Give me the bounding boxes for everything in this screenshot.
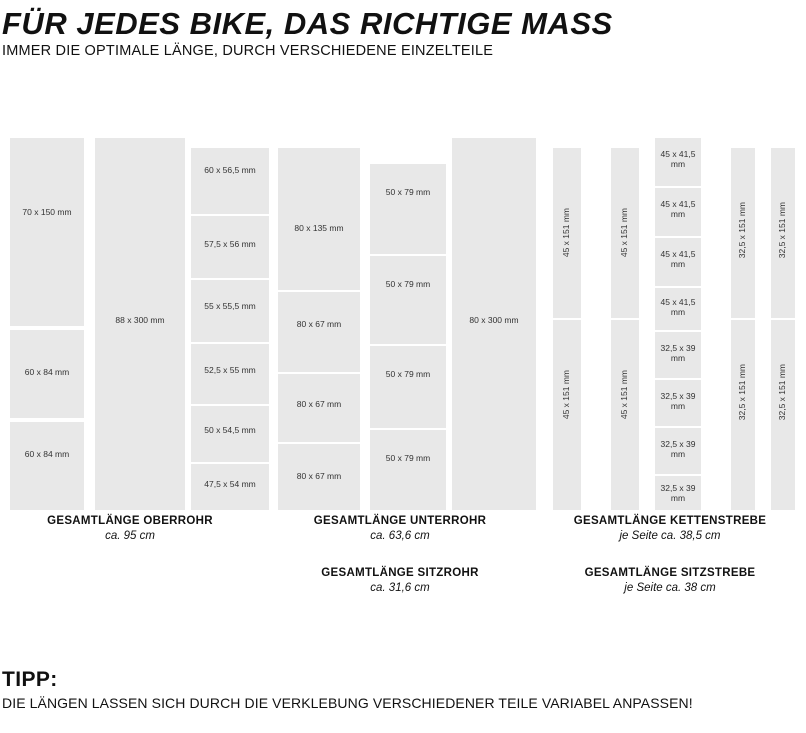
frame-piece [553,148,581,318]
caption-title: GESAMTLÄNGE SITZSTREBE [584,567,756,579]
frame-piece [655,188,701,236]
frame-piece-dimension-label: 32,5 x 39 mm [660,483,696,503]
frame-piece [771,320,795,510]
frame-piece-dimension-label: 50 x 54,5 mm [204,425,256,435]
caption [560,515,780,542]
frame-piece [10,422,84,510]
frame-piece [452,138,536,510]
page-subtitle: IMMER DIE OPTIMALE LÄNGE, DURCH VERSCHIEDENE EINZELTEILE [2,42,494,59]
frame-piece-dimension-label: 60 x 56,5 mm [204,165,256,175]
frame-piece [655,238,701,286]
frame-piece-dimension-label: 50 x 79 mm [385,453,431,463]
frame-piece [655,428,701,474]
frame-piece-dimension-label: 50 x 79 mm [385,279,431,289]
caption-subtitle: ca. 95 cm [105,530,155,542]
frame-piece-dimension-label: 80 x 300 mm [469,315,519,325]
frame-piece-dimension-label: 45 x 151 mm [561,208,571,258]
caption [290,567,510,594]
caption [290,515,510,542]
frame-piece [191,464,269,510]
frame-piece-dimension-label: 88 x 300 mm [115,315,165,325]
frame-piece-dimension-label: 57,5 x 56 mm [204,239,256,249]
caption-subtitle: ca. 63,6 cm [370,530,430,542]
frame-piece [731,148,755,318]
frame-piece-dimension-label: 60 x 84 mm [24,449,70,459]
frame-piece-dimension-label: 32,5 x 151 mm [777,364,787,421]
frame-piece-dimension-label: 45 x 41,5 mm [660,249,696,269]
frame-piece [655,288,701,330]
page-title: FÜR JEDES BIKE, DAS RICHTIGE MASS [2,6,613,41]
frame-piece-dimension-label: 50 x 79 mm [385,187,431,197]
frame-piece [191,344,269,404]
caption [560,567,780,594]
frame-piece [731,320,755,510]
caption-subtitle: ca. 31,6 cm [370,582,430,594]
caption-title: GESAMTLÄNGE OBERROHR [47,515,213,527]
frame-piece-dimension-label: 70 x 150 mm [22,207,72,217]
frame-piece-dimension-label: 32,5 x 151 mm [737,364,747,421]
frame-piece-dimension-label: 52,5 x 55 mm [204,365,256,375]
frame-piece [611,320,639,510]
frame-piece [278,292,360,372]
frame-piece-dimension-label: 80 x 135 mm [294,223,344,233]
caption-subtitle: je Seite ca. 38 cm [624,582,716,594]
frame-piece [191,148,269,214]
frame-piece-dimension-label: 80 x 67 mm [296,399,342,409]
frame-piece [771,148,795,318]
frame-piece-dimension-label: 80 x 67 mm [296,471,342,481]
frame-piece [278,148,360,290]
frame-piece-dimension-label: 50 x 79 mm [385,369,431,379]
caption-title: GESAMTLÄNGE SITZROHR [321,567,479,579]
frame-piece-dimension-label: 45 x 41,5 mm [660,199,696,219]
caption-title: GESAMTLÄNGE UNTERROHR [313,515,487,527]
frame-piece [655,332,701,378]
frame-piece [655,380,701,426]
frame-piece [655,138,701,186]
frame-piece-dimension-label: 55 x 55,5 mm [204,301,256,311]
frame-piece [10,330,84,418]
caption-group [0,505,806,625]
frame-piece-dimension-label: 45 x 41,5 mm [660,149,696,169]
frame-piece [370,430,446,510]
frame-piece [191,280,269,342]
frame-piece [278,444,360,510]
frame-piece-dimension-label: 45 x 151 mm [561,370,571,420]
frame-piece [553,320,581,510]
frame-piece-dimension-label: 32,5 x 151 mm [737,202,747,259]
frame-piece-dimension-label: 32,5 x 39 mm [660,439,696,459]
tip-text: DIE LÄNGEN LASSEN SICH DURCH DIE VERKLEBUNG VERSCHIEDENER TEILE VARIABEL ANPASSEN! [2,695,693,711]
frame-piece [370,256,446,344]
frame-piece [95,138,185,510]
caption-title: GESAMTLÄNGE KETTENSTREBE [573,515,767,527]
frame-protection-diagram [0,108,806,508]
frame-piece-dimension-label: 47,5 x 54 mm [204,479,256,489]
frame-piece [611,148,639,318]
tip-block [2,668,802,711]
frame-piece [10,138,84,326]
frame-piece [191,406,269,462]
frame-piece [191,216,269,278]
frame-piece [370,346,446,428]
frame-piece-dimension-label: 45 x 151 mm [619,208,629,258]
frame-piece-dimension-label: 32,5 x 39 mm [660,391,696,411]
caption [20,515,240,542]
frame-piece-dimension-label: 60 x 84 mm [24,367,70,377]
frame-piece-dimension-label: 32,5 x 39 mm [660,343,696,363]
frame-piece-dimension-label: 45 x 151 mm [619,370,629,420]
frame-piece [278,374,360,442]
frame-piece [370,164,446,254]
caption-subtitle: je Seite ca. 38,5 cm [619,530,721,542]
frame-piece-dimension-label: 80 x 67 mm [296,319,342,329]
tip-title: TIPP: [2,668,58,691]
frame-piece-dimension-label: 45 x 41,5 mm [660,297,696,317]
frame-piece-dimension-label: 32,5 x 151 mm [777,202,787,259]
header [0,8,806,59]
